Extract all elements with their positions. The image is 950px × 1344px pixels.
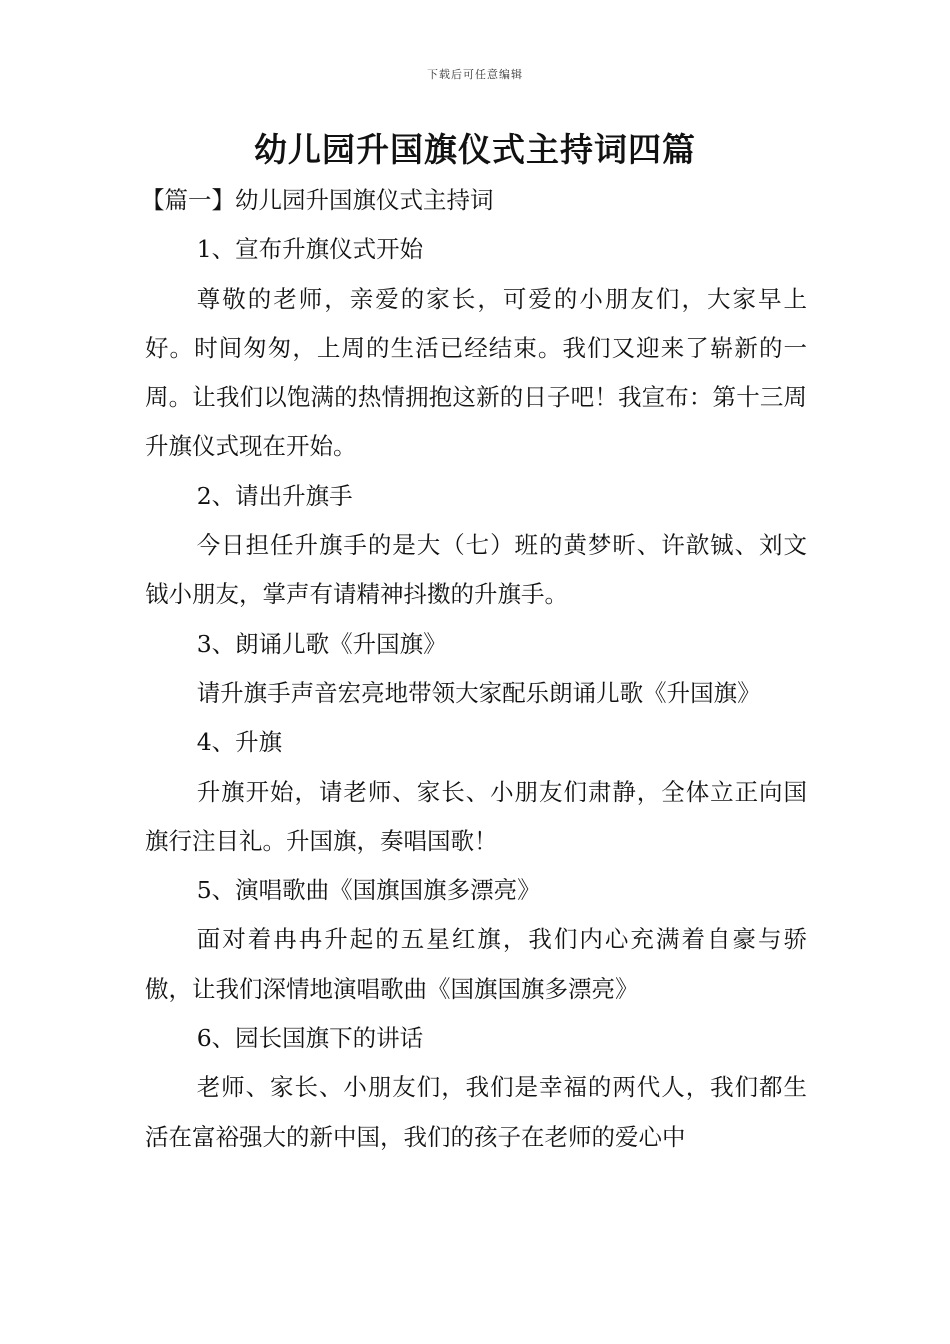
paragraph-3: 请升旗手声音宏亮地带领大家配乐朗诵儿歌《升国旗》 xyxy=(196,678,761,707)
item-heading-4: 4、升旗 xyxy=(196,728,283,757)
paragraph-2: 今日担任升旗手的是大（七）班的黄梦昕、许歆铖、刘文钺小朋友，掌声有请精神抖擞的升旗手。 xyxy=(145,531,807,609)
item-heading-6: 6、园长国旗下的讲话 xyxy=(196,1024,424,1053)
paragraph-4: 升旗开始，请老师、家长、小朋友们肃静，全体立正向国旗行注目礼。升国旗，奏唱国歌！ xyxy=(145,777,807,855)
paragraph-5: 面对着冉冉升起的五星红旗，我们内心充满着自豪与骄傲，让我们深情地演唱歌曲《国旗国旗多漂亮》 xyxy=(145,925,807,1003)
paragraph-6: 老师、家长、小朋友们，我们是幸福的两代人，我们都生活在富裕强大的新中国，我们的孩子在老师的爱心中 xyxy=(145,1073,807,1151)
document-title: 幼儿园升国旗仪式主持词四篇 xyxy=(254,130,696,169)
item-heading-1: 1、宣布升旗仪式开始 xyxy=(196,235,424,264)
paragraph-1: 尊敬的老师，亲爱的家长，可爱的小朋友们，大家早上好。时间匆匆，上周的生活已经结束。我们又迎来了崭新的一周。让我们以饱满的热情拥抱这新的日子吧！我宣布：第十三周升旗仪式现在开始。 xyxy=(145,284,807,461)
header-note: 下载后可任意编辑 xyxy=(427,68,523,81)
document-body xyxy=(141,176,807,1162)
section-title: 【篇一】幼儿园升国旗仪式主持词 xyxy=(141,186,494,214)
item-heading-3: 3、朗诵儿歌《升国旗》 xyxy=(196,629,447,658)
item-heading-5: 5、演唱歌曲《国旗国旗多漂亮》 xyxy=(196,876,541,905)
item-heading-2: 2、请出升旗手 xyxy=(196,481,353,510)
